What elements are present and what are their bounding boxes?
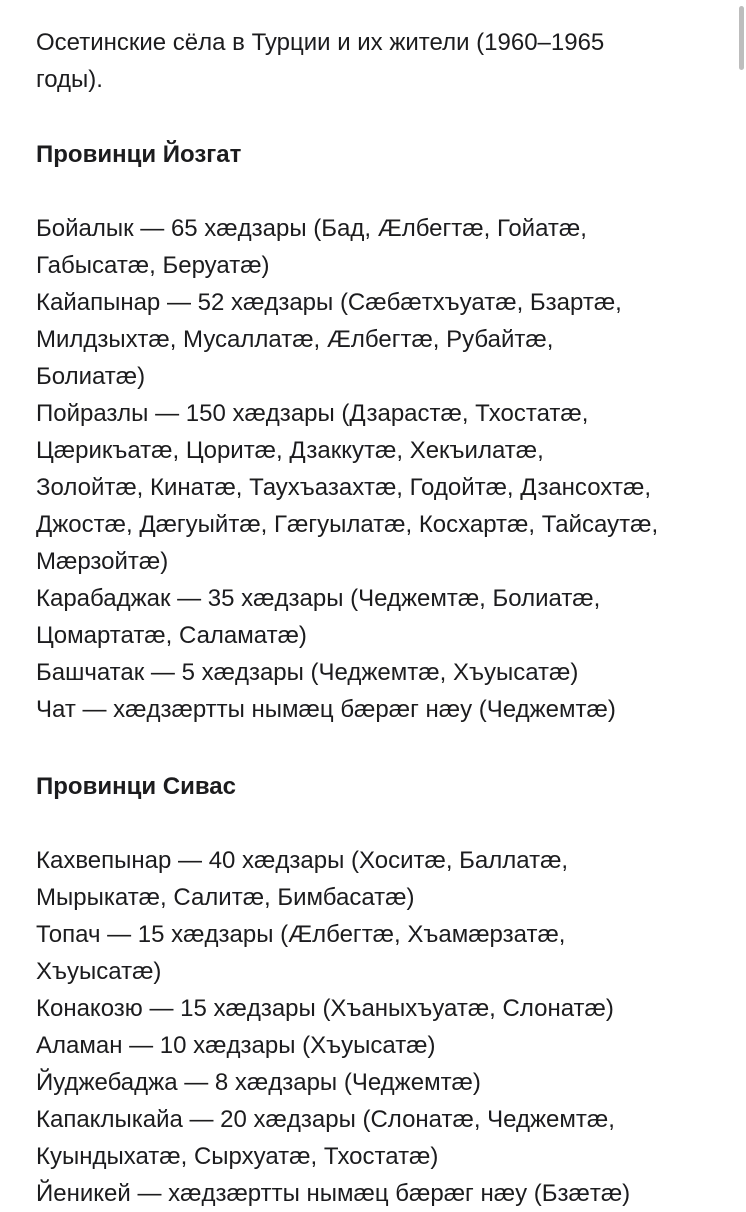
intro-line-2: годы).: [36, 66, 103, 93]
list-item: Башчатак — 5 хæдзары (Чеджемтæ, Хъуысатæ): [36, 659, 579, 686]
list-item: Цомартатæ, Саламатæ): [36, 622, 307, 649]
list-item: Хъуысатæ): [36, 958, 162, 985]
list-item: Кайапынар — 52 хæдзары (Сæбæтхъуатæ, Бзартæ,: [36, 289, 622, 316]
list-item: Куындыхатæ, Сырхуатæ, Тхостатæ): [36, 1143, 439, 1170]
list-item: Цæрикъатæ, Цоритæ, Дзаккутæ, Хекъилатæ,: [36, 437, 544, 464]
list-item: Йеникей — хæдзæртты нымæц бæрæг нæу (Бзæтæ): [36, 1180, 631, 1207]
list-item: Милдзыхтæ, Мусаллатæ, Æлбегтæ, Рубайтæ,: [36, 326, 554, 353]
list-item: Пойразлы — 150 хæдзары (Дзарастæ, Тхостатæ,: [36, 400, 589, 427]
list-item: Бойалык — 65 хæдзары (Бад, Æлбегтæ, Гойатæ,: [36, 215, 587, 242]
province-title-yozgat: Провинци Йозгат: [36, 141, 242, 168]
intro-line-1: Осетинские сёла в Турции и их жители (1960–1965: [36, 29, 605, 56]
list-item: Золойтæ, Кинатæ, Таухъазахтæ, Годойтæ, Дзансохтæ,: [36, 474, 651, 501]
list-item: Капаклыкайа — 20 хæдзары (Слонатæ, Чеджемтæ,: [36, 1106, 615, 1133]
intro-text: [36, 24, 716, 98]
list-item: Кахвепынар — 40 хæдзары (Хоситæ, Баллатæ,: [36, 847, 569, 874]
scrollbar[interactable]: [738, 0, 746, 1200]
province-title-sivas: Провинци Сивас: [36, 773, 236, 800]
list-item: Чат — хæдзæртты нымæц бæрæг нæу (Чеджемтæ): [36, 696, 616, 723]
list-item: Карабаджак — 35 хæдзары (Чеджемтæ, Болиатæ,: [36, 585, 601, 612]
list-item: Конакозю — 15 хæдзары (Хъаныхъуатæ, Слонатæ): [36, 995, 614, 1022]
list-item: Аламан — 10 хæдзары (Хъуысатæ): [36, 1032, 436, 1059]
list-item: Мырыкатæ, Салитæ, Бимбасатæ): [36, 884, 415, 911]
list-item: Мæрзойтæ): [36, 548, 169, 575]
village-list-sivas: [36, 842, 716, 1212]
village-list-yozgat: [36, 210, 716, 728]
article-body: [36, 24, 716, 1212]
list-item: Габысатæ, Беруатæ): [36, 252, 270, 279]
list-item: Джостæ, Дæгуыйтæ, Гæгуылатæ, Косхартæ, Тайсаутæ,: [36, 511, 659, 538]
list-item: Болиатæ): [36, 363, 146, 390]
list-item: Топач — 15 хæдзары (Æлбегтæ, Хъамæрзатæ,: [36, 921, 566, 948]
list-item: Йуджебаджа — 8 хæдзары (Чеджемтæ): [36, 1069, 481, 1096]
scrollbar-thumb[interactable]: [739, 6, 744, 70]
